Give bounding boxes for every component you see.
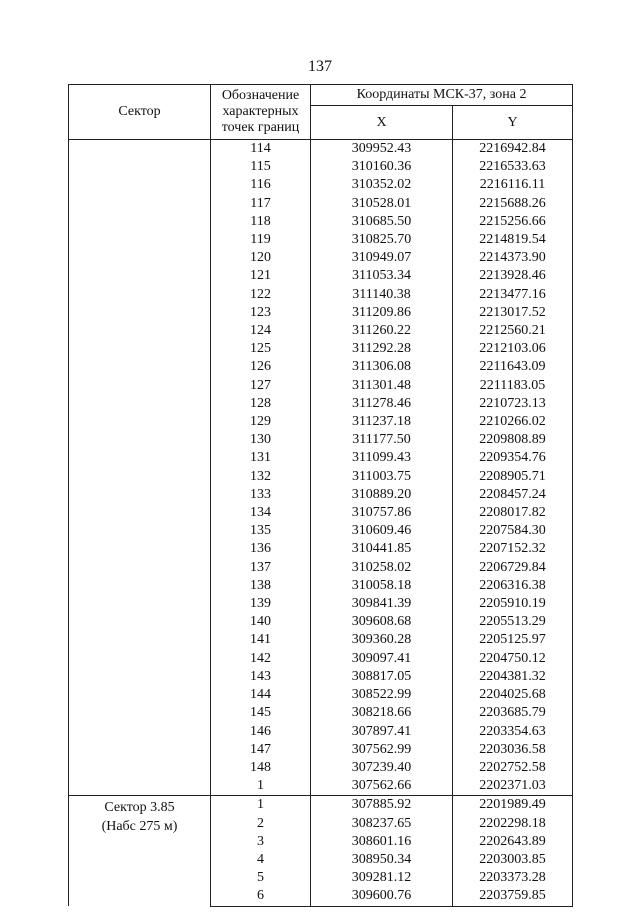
point-cell: 130 xyxy=(211,431,311,449)
y-cell: 2209354.76 xyxy=(453,449,573,467)
point-cell: 132 xyxy=(211,468,311,486)
x-cell: 308817.05 xyxy=(311,668,453,686)
x-cell: 307562.99 xyxy=(311,741,453,759)
x-cell: 309952.43 xyxy=(311,140,453,159)
page-number: 137 xyxy=(308,58,332,75)
x-cell: 307897.41 xyxy=(311,723,453,741)
y-cell: 2203759.85 xyxy=(453,887,573,906)
point-cell: 145 xyxy=(211,704,311,722)
point-cell: 122 xyxy=(211,286,311,304)
header-y: Y xyxy=(453,106,573,140)
point-cell: 3 xyxy=(211,833,311,851)
x-cell: 307562.66 xyxy=(311,777,453,796)
point-cell: 147 xyxy=(211,741,311,759)
header-coordinates: Координаты МСК-37, зона 2 xyxy=(311,85,573,106)
point-cell: 126 xyxy=(211,358,311,376)
y-cell: 2202752.58 xyxy=(453,759,573,777)
y-cell: 2203685.79 xyxy=(453,704,573,722)
point-cell: 136 xyxy=(211,540,311,558)
sector-label-line: (Набс 275 м) xyxy=(101,819,178,835)
point-cell: 117 xyxy=(211,195,311,213)
y-cell: 2205513.29 xyxy=(453,613,573,631)
y-cell: 2203036.58 xyxy=(453,741,573,759)
point-cell: 1 xyxy=(211,777,311,796)
point-cell: 114 xyxy=(211,140,311,159)
header-point-designation: Обозначение характерных точек границ xyxy=(211,85,311,140)
x-cell: 310949.07 xyxy=(311,249,453,267)
y-cell: 2206729.84 xyxy=(453,559,573,577)
y-cell: 2204381.32 xyxy=(453,668,573,686)
point-cell: 2 xyxy=(211,815,311,833)
x-cell: 310160.36 xyxy=(311,158,453,176)
point-cell: 5 xyxy=(211,869,311,887)
x-cell: 308237.65 xyxy=(311,815,453,833)
point-cell: 148 xyxy=(211,759,311,777)
point-cell: 144 xyxy=(211,686,311,704)
y-cell: 2215688.26 xyxy=(453,195,573,213)
y-cell: 2204750.12 xyxy=(453,650,573,668)
x-cell: 310258.02 xyxy=(311,559,453,577)
y-cell: 2201989.49 xyxy=(453,796,573,815)
y-cell: 2211183.05 xyxy=(453,377,573,395)
x-cell: 308950.34 xyxy=(311,851,453,869)
point-cell: 135 xyxy=(211,522,311,540)
y-cell: 2205910.19 xyxy=(453,595,573,613)
table-row xyxy=(69,140,573,159)
x-cell: 311003.75 xyxy=(311,468,453,486)
point-cell: 116 xyxy=(211,176,311,194)
y-cell: 2207152.32 xyxy=(453,540,573,558)
point-cell: 127 xyxy=(211,377,311,395)
y-cell: 2208017.82 xyxy=(453,504,573,522)
x-cell: 308522.99 xyxy=(311,686,453,704)
y-cell: 2202371.03 xyxy=(453,777,573,796)
y-cell: 2216533.63 xyxy=(453,158,573,176)
y-cell: 2216116.11 xyxy=(453,176,573,194)
x-cell: 307885.92 xyxy=(311,796,453,815)
point-cell: 123 xyxy=(211,304,311,322)
header-sector: Сектор xyxy=(69,85,211,140)
point-cell: 115 xyxy=(211,158,311,176)
x-cell: 309281.12 xyxy=(311,869,453,887)
point-cell: 129 xyxy=(211,413,311,431)
point-cell: 138 xyxy=(211,577,311,595)
x-cell: 310757.86 xyxy=(311,504,453,522)
y-cell: 2208457.24 xyxy=(453,486,573,504)
point-cell: 124 xyxy=(211,322,311,340)
x-cell: 309360.28 xyxy=(311,631,453,649)
y-cell: 2213017.52 xyxy=(453,304,573,322)
sector-cell xyxy=(69,140,211,796)
x-cell: 311209.86 xyxy=(311,304,453,322)
table-row xyxy=(69,796,573,815)
x-cell: 311301.48 xyxy=(311,377,453,395)
x-cell: 311260.22 xyxy=(311,322,453,340)
x-cell: 310441.85 xyxy=(311,540,453,558)
x-cell: 309841.39 xyxy=(311,595,453,613)
x-cell: 310609.46 xyxy=(311,522,453,540)
header-x: X xyxy=(311,106,453,140)
point-cell: 139 xyxy=(211,595,311,613)
point-cell: 142 xyxy=(211,650,311,668)
y-cell: 2206316.38 xyxy=(453,577,573,595)
point-cell: 1 xyxy=(211,796,311,815)
x-cell: 311306.08 xyxy=(311,358,453,376)
x-cell: 311053.34 xyxy=(311,267,453,285)
x-cell: 311237.18 xyxy=(311,413,453,431)
x-cell: 307239.40 xyxy=(311,759,453,777)
y-cell: 2214373.90 xyxy=(453,249,573,267)
x-cell: 311140.38 xyxy=(311,286,453,304)
y-cell: 2202643.89 xyxy=(453,833,573,851)
y-cell: 2215256.66 xyxy=(453,213,573,231)
point-cell: 119 xyxy=(211,231,311,249)
point-cell: 137 xyxy=(211,559,311,577)
y-cell: 2203373.28 xyxy=(453,869,573,887)
point-cell: 146 xyxy=(211,723,311,741)
coordinates-table xyxy=(68,84,573,907)
y-cell: 2213477.16 xyxy=(453,286,573,304)
table-body xyxy=(69,140,573,907)
point-cell: 121 xyxy=(211,267,311,285)
x-cell: 308218.66 xyxy=(311,704,453,722)
y-cell: 2208905.71 xyxy=(453,468,573,486)
point-cell: 133 xyxy=(211,486,311,504)
x-cell: 311292.28 xyxy=(311,340,453,358)
point-cell: 6 xyxy=(211,887,311,906)
x-cell: 311099.43 xyxy=(311,449,453,467)
x-cell: 310352.02 xyxy=(311,176,453,194)
x-cell: 309097.41 xyxy=(311,650,453,668)
y-cell: 2212560.21 xyxy=(453,322,573,340)
y-cell: 2203354.63 xyxy=(453,723,573,741)
x-cell: 311177.50 xyxy=(311,431,453,449)
y-cell: 2213928.46 xyxy=(453,267,573,285)
point-cell: 125 xyxy=(211,340,311,358)
point-cell: 134 xyxy=(211,504,311,522)
y-cell: 2216942.84 xyxy=(453,140,573,159)
y-cell: 2210723.13 xyxy=(453,395,573,413)
x-cell: 310058.18 xyxy=(311,577,453,595)
y-cell: 2204025.68 xyxy=(453,686,573,704)
y-cell: 2202298.18 xyxy=(453,815,573,833)
x-cell: 311278.46 xyxy=(311,395,453,413)
sector-label-line: Сектор 3.85 xyxy=(104,800,175,816)
point-cell: 143 xyxy=(211,668,311,686)
point-cell: 128 xyxy=(211,395,311,413)
x-cell: 310889.20 xyxy=(311,486,453,504)
sector-cell xyxy=(69,796,211,906)
x-cell: 310528.01 xyxy=(311,195,453,213)
y-cell: 2211643.09 xyxy=(453,358,573,376)
y-cell: 2210266.02 xyxy=(453,413,573,431)
point-cell: 131 xyxy=(211,449,311,467)
point-cell: 120 xyxy=(211,249,311,267)
x-cell: 309608.68 xyxy=(311,613,453,631)
x-cell: 310825.70 xyxy=(311,231,453,249)
y-cell: 2207584.30 xyxy=(453,522,573,540)
x-cell: 310685.50 xyxy=(311,213,453,231)
x-cell: 308601.16 xyxy=(311,833,453,851)
y-cell: 2212103.06 xyxy=(453,340,573,358)
y-cell: 2203003.85 xyxy=(453,851,573,869)
y-cell: 2209808.89 xyxy=(453,431,573,449)
point-cell: 4 xyxy=(211,851,311,869)
y-cell: 2214819.54 xyxy=(453,231,573,249)
x-cell: 309600.76 xyxy=(311,887,453,906)
y-cell: 2205125.97 xyxy=(453,631,573,649)
point-cell: 141 xyxy=(211,631,311,649)
point-cell: 140 xyxy=(211,613,311,631)
point-cell: 118 xyxy=(211,213,311,231)
